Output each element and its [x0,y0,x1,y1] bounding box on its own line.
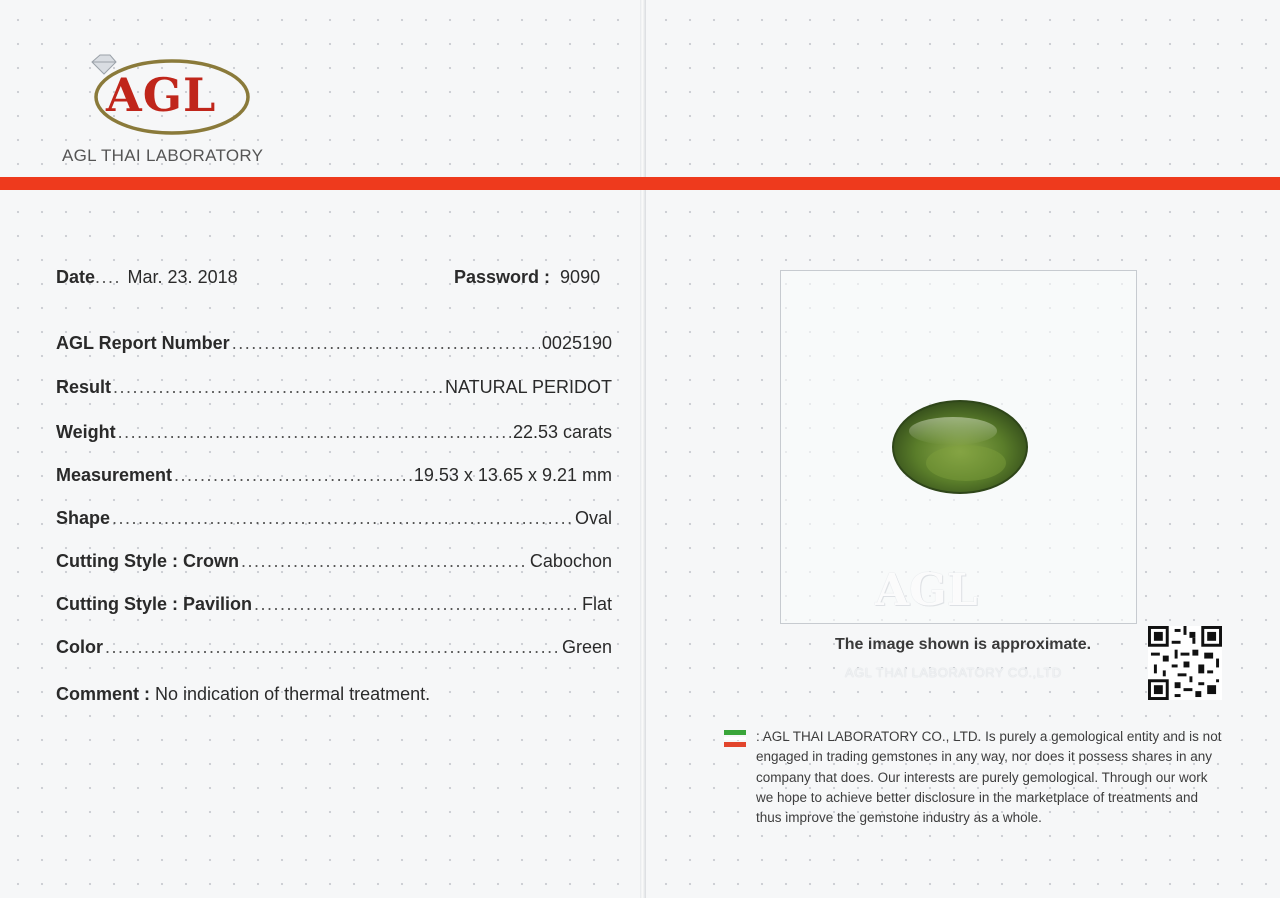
thai-flag-icon [724,730,746,750]
password-label: Password : [454,267,551,287]
comment-value: No indication of thermal treatment. [155,684,431,704]
row-label: Weight [56,422,116,442]
row-value: Green [561,637,612,657]
date-label: Date [56,267,96,287]
row-label: Cutting Style : Pavilion [56,594,253,614]
comment-label: Comment : [56,684,150,704]
red-band [0,177,1280,190]
password-value: 9090 [560,267,601,287]
row-value: 19.53 x 13.65 x 9.21 mm [413,465,612,485]
agl-logo [88,52,253,142]
row-label: Shape [56,508,111,528]
row-value: 22.53 carats [512,422,612,442]
weight-row [56,422,612,448]
row-value: NATURAL PERIDOT [444,377,612,397]
measurement-row [56,465,612,491]
image-caption: The image shown is approximate. [835,636,1092,653]
embossed-seal-text: AGL THAI LABORATORY CO.,LTD [845,665,1062,680]
crown-row [56,551,612,577]
qr-code-icon[interactable] [1148,626,1222,700]
result-row [56,377,612,403]
row-value: Oval [574,508,612,528]
color-row [56,637,612,663]
row-label: Result [56,377,112,397]
agl-watermark: AGL [875,565,978,616]
row-label: AGL Report Number [56,333,230,353]
lab-name: AGL THAI LABORATORY [62,146,264,165]
row-label: Cutting Style : Crown [56,551,239,571]
date-row: Date.... Mar. 23. 2018 [56,267,238,287]
row-value: 0025190 [541,333,612,353]
row-value: Cabochon [529,551,612,571]
page-fold [640,0,646,898]
row-label: Color [56,637,103,657]
disclaimer-text: : AGL THAI LABORATORY CO., LTD. Is purely a gemological entity and is not engaged in trading gemstones in any way, nor does it possess shares in any company that does. Our interests are purely gemological. Through our work we hope to achieve better disclosure in the marketplace of treatments and thus improve the gemstone industry as a whole. [756,729,1222,826]
pavilion-row [56,594,612,620]
logo-text: AGL [106,68,217,122]
report-number-row [56,333,612,359]
row-value: Flat [581,594,612,614]
shape-row [56,508,612,534]
row-label: Measurement [56,465,173,485]
comment-row [56,684,430,705]
password-row [454,267,600,288]
date-value: Mar. 23. 2018 [127,267,238,287]
